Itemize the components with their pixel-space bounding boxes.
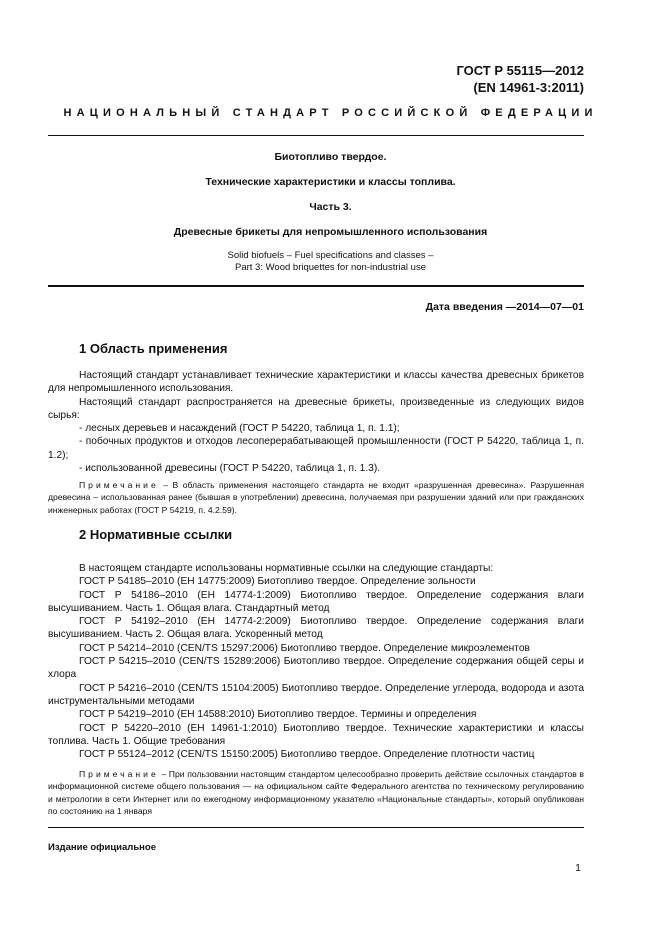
- list-item: - использованной древесины (ГОСТ Р 54220, таблица 1, п. 1.3).: [79, 463, 381, 475]
- section-1-paragraph: Настоящий стандарт распространяется на древесные брикеты, произведенные из следующих видов сырья:: [48, 396, 584, 421]
- section-1-heading: 1 Область применения: [79, 341, 228, 356]
- section-2-intro: В настоящем стандарте использованы нормативные ссылки на следующие стандарты:: [79, 563, 494, 574]
- official-edition-label: Издание официальное: [48, 842, 156, 853]
- reference-item: ГОСТ Р 54219–2010 (ЕН 14588:2010) Биотопливо твердое. Термины и определения: [79, 709, 477, 721]
- note-text: – В область применения настоящего стандарта не входит «разрушенная древесина». Разрушенная древесина – использованная ранее (бывшая в употреблении) древесина, получаемая при разрушении зданий или при гражданских инженерных работах (ГОСТ Р 54219, п. 4.2.59).: [48, 480, 584, 515]
- title-line-1: Биотопливо твердое.: [274, 151, 387, 163]
- introduction-date: Дата введения —2014—07—01: [425, 301, 584, 313]
- header-rule: [48, 135, 584, 136]
- list-item: - лесных деревьев и насаждений (ГОСТ Р 54220, таблица 1, п. 1.1);: [79, 423, 400, 435]
- note-text: – При пользовании настоящим стандартом целесообразно проверить действие ссылочных стандартов в информационной системе общего пользования — на официальном сайте Федерального агентства по техническому регулированию и метрологии в сети Интернет или по ежегодному информационному указателю «Национальные стандарты», который опубликован по состоянию на 1 января: [48, 769, 584, 816]
- title-line-3: Часть 3.: [309, 201, 352, 213]
- title-line-2: Технические характеристики и классы топлива.: [205, 176, 456, 188]
- footer-rule: [48, 827, 584, 828]
- note-label: Примечание: [79, 480, 159, 490]
- standard-code: ГОСТ Р 55115—2012: [456, 63, 584, 78]
- title-en-line-1: Solid biofuels – Fuel specifications and classes –: [227, 250, 434, 261]
- reference-item: ГОСТ Р 54186–2010 (ЕН 14774-1:2009) Биотопливо твердое. Определение содержания влаги высушиванием. Часть 1. Общая влага. Стандартный метод: [48, 589, 584, 614]
- reference-item: ГОСТ Р 54216–2010 (CEN/TS 15104:2005) Биотопливо твердое. Определение углерода, водорода и азота инструментальными методами: [48, 682, 584, 707]
- section-2-body: [48, 562, 584, 761]
- section-2-heading: 2 Нормативные ссылки: [79, 527, 233, 542]
- reference-item: ГОСТ Р 54192–2010 (ЕН 14774-2:2009) Биотопливо твердое. Определение содержания влаги высушиванием. Часть 2. Общая влага. Ускоренный метод: [48, 616, 584, 641]
- list-item: - побочных продуктов и отходов лесоперерабатывающей промышленности (ГОСТ Р 54220, таблица 1, п. 1.2);: [48, 436, 584, 461]
- reference-item: ГОСТ Р 55124–2012 (CEN/TS 15150:2005) Биотопливо твердое. Определение плотности частиц: [79, 749, 535, 761]
- section-1-note: [48, 479, 584, 516]
- reference-item: ГОСТ Р 54214–2010 (CEN/TS 15297:2006) Биотопливо твердое. Определение микроэлементов: [79, 642, 530, 654]
- page-number: 1: [575, 862, 581, 874]
- title-line-4: Древесные брикеты для непромышленного использования: [173, 226, 488, 238]
- standard-code-en: (EN 14961-3:2011): [473, 80, 584, 95]
- section-2-note: [48, 768, 584, 817]
- section-1-body: [48, 369, 584, 475]
- national-standard-banner: НАЦИОНАЛЬНЫЙ СТАНДАРТ РОССИЙСКОЙ ФЕДЕРАЦИИ: [63, 107, 598, 119]
- reference-item: ГОСТ Р 54220–2010 (ЕН 14961-1:2010) Биотопливо твердое. Технические характеристики и классы топлива. Часть 1. Общие требования: [48, 722, 584, 747]
- reference-item: ГОСТ Р 54215–2010 (CEN/TS 15289:2006) Биотопливо твердое. Определение содержания общей серы и хлора: [48, 656, 584, 681]
- title-en-line-2: Part 3: Wood briquettes for non-industrial use: [235, 262, 426, 273]
- reference-item: ГОСТ Р 54185–2010 (ЕН 14775:2009) Биотопливо твердое. Определение зольности: [79, 576, 476, 588]
- note-label: Примечание: [79, 769, 159, 779]
- title-rule: [48, 285, 584, 287]
- section-1-paragraph: Настоящий стандарт устанавливает технические характеристики и классы качества древесных брикетов для непромышленного использования.: [48, 370, 584, 395]
